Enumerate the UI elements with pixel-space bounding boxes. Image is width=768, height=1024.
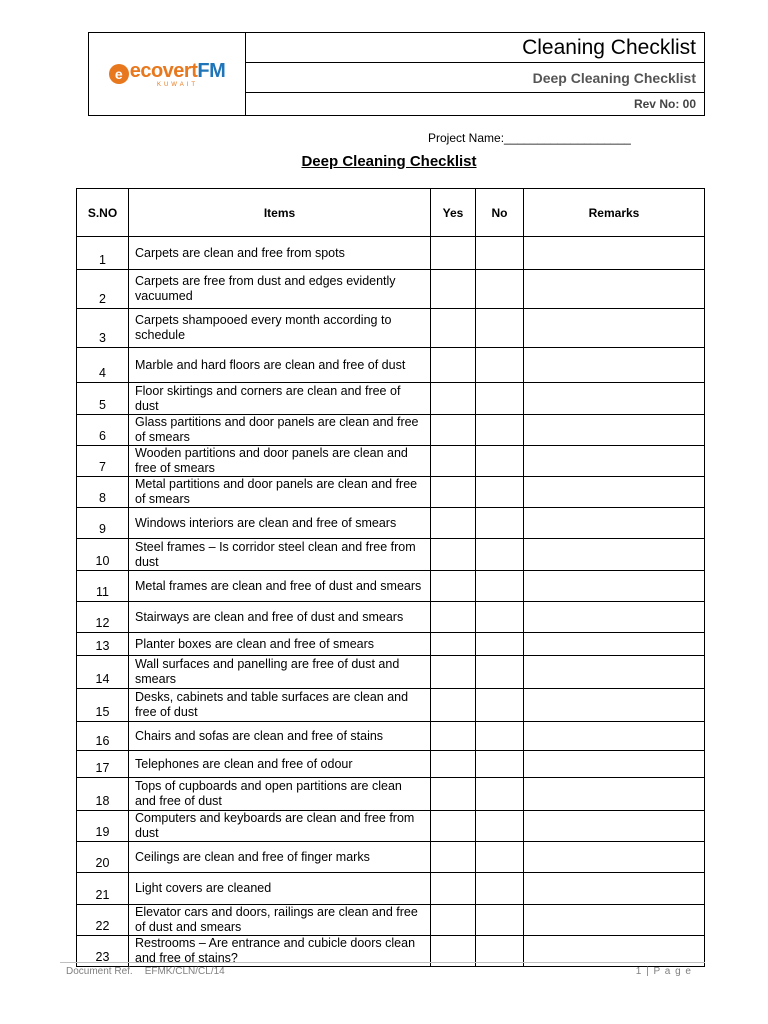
no-checkbox-cell[interactable]: [476, 309, 524, 348]
row-item: Windows interiors are clean and free of smears: [129, 508, 431, 539]
logo-word-primary: ecovert: [129, 59, 198, 82]
row-item: Marble and hard floors are clean and free of dust: [129, 348, 431, 383]
no-checkbox-cell[interactable]: [476, 446, 524, 477]
no-checkbox-cell[interactable]: [476, 751, 524, 778]
row-item: Restrooms – Are entrance and cubicle doors clean and free of stains?: [129, 936, 431, 967]
row-number: 4: [77, 348, 129, 383]
yes-checkbox-cell[interactable]: [431, 722, 476, 751]
table-row: [77, 446, 705, 477]
table-row: [77, 309, 705, 348]
row-item: Metal frames are clean and free of dust and smears: [129, 571, 431, 602]
table-row: [77, 477, 705, 508]
row-number: 11: [77, 571, 129, 602]
yes-checkbox-cell[interactable]: [431, 539, 476, 571]
row-number: 8: [77, 477, 129, 508]
row-item: Floor skirtings and corners are clean and free of dust: [129, 383, 431, 415]
no-checkbox-cell[interactable]: [476, 722, 524, 751]
row-item: Tops of cupboards and open partitions are clean and free of dust: [129, 778, 431, 811]
row-number: 12: [77, 602, 129, 633]
table-row: [77, 751, 705, 778]
row-number: 10: [77, 539, 129, 571]
row-number: 1: [77, 237, 129, 270]
no-checkbox-cell[interactable]: [476, 905, 524, 936]
table-row: [77, 383, 705, 415]
no-checkbox-cell[interactable]: [476, 477, 524, 508]
no-checkbox-cell[interactable]: [476, 508, 524, 539]
remarks-cell[interactable]: [524, 415, 705, 446]
table-row: [77, 689, 705, 722]
no-checkbox-cell[interactable]: [476, 811, 524, 842]
logo-cell: [89, 33, 246, 115]
row-number: 16: [77, 722, 129, 751]
remarks-cell[interactable]: [524, 689, 705, 722]
yes-checkbox-cell[interactable]: [431, 270, 476, 309]
no-checkbox-cell[interactable]: [476, 237, 524, 270]
document-ref-value: EFMK/CLN/CL/14: [144, 966, 225, 977]
table-row: [77, 633, 705, 656]
row-item: Planter boxes are clean and free of smears: [129, 633, 431, 656]
row-item: Light covers are cleaned: [129, 873, 431, 905]
table-header-row: [77, 189, 705, 237]
column-header-remarks: Remarks: [524, 189, 705, 237]
remarks-cell[interactable]: [524, 237, 705, 270]
yes-checkbox-cell[interactable]: [431, 571, 476, 602]
table-row: [77, 905, 705, 936]
document-title: Deep Cleaning Checklist: [301, 153, 477, 170]
remarks-cell[interactable]: [524, 905, 705, 936]
remarks-cell[interactable]: [524, 348, 705, 383]
remarks-cell[interactable]: [524, 842, 705, 873]
table-row: [77, 811, 705, 842]
row-number: 13: [77, 633, 129, 656]
column-header-yes: Yes: [431, 189, 476, 237]
remarks-cell[interactable]: [524, 873, 705, 905]
remarks-cell[interactable]: [524, 508, 705, 539]
row-number: 20: [77, 842, 129, 873]
yes-checkbox-cell[interactable]: [431, 842, 476, 873]
row-item: Wooden partitions and door panels are clean and free of smears: [129, 446, 431, 477]
yes-checkbox-cell[interactable]: [431, 383, 476, 415]
no-checkbox-cell[interactable]: [476, 602, 524, 633]
yes-checkbox-cell[interactable]: [431, 237, 476, 270]
no-checkbox-cell[interactable]: [476, 778, 524, 811]
remarks-cell[interactable]: [524, 446, 705, 477]
logo-subtext: KUWAIT: [156, 81, 199, 88]
row-item: Chairs and sofas are clean and free of stains: [129, 722, 431, 751]
yes-checkbox-cell[interactable]: [431, 689, 476, 722]
remarks-cell[interactable]: [524, 383, 705, 415]
company-logo: [109, 61, 226, 88]
remarks-cell[interactable]: [524, 722, 705, 751]
table-row: [77, 722, 705, 751]
row-number: 23: [77, 936, 129, 967]
row-number: 15: [77, 689, 129, 722]
no-checkbox-cell[interactable]: [476, 270, 524, 309]
table-row: [77, 508, 705, 539]
row-item: Desks, cabinets and table surfaces are clean and free of dust: [129, 689, 431, 722]
remarks-cell[interactable]: [524, 539, 705, 571]
no-checkbox-cell[interactable]: [476, 873, 524, 905]
no-checkbox-cell[interactable]: [476, 348, 524, 383]
yes-checkbox-cell[interactable]: [431, 633, 476, 656]
document-ref-label: Document Ref.: [66, 966, 133, 977]
row-item: Telephones are clean and free of odour: [129, 751, 431, 778]
row-item: Glass partitions and door panels are clean and free of smears: [129, 415, 431, 446]
revision-number: Rev No: 00: [633, 97, 696, 111]
table-row: [77, 348, 705, 383]
remarks-cell[interactable]: [524, 309, 705, 348]
table-row: [77, 270, 705, 309]
document-reference: [66, 966, 225, 977]
yes-checkbox-cell[interactable]: [431, 778, 476, 811]
yes-checkbox-cell[interactable]: [431, 751, 476, 778]
header-title: Cleaning Checklist: [246, 33, 704, 63]
title-cell: [246, 33, 704, 115]
row-item: Carpets shampooed every month according to schedule: [129, 309, 431, 348]
yes-checkbox-cell[interactable]: [431, 811, 476, 842]
row-item: Stairways are clean and free of dust and smears: [129, 602, 431, 633]
no-checkbox-cell[interactable]: [476, 571, 524, 602]
project-name-field: Project Name:___________________: [428, 131, 631, 145]
row-item: Ceilings are clean and free of finger marks: [129, 842, 431, 873]
yes-checkbox-cell[interactable]: [431, 446, 476, 477]
row-item: Metal partitions and door panels are clean and free of smears: [129, 477, 431, 508]
no-checkbox-cell[interactable]: [476, 383, 524, 415]
row-number: 3: [77, 309, 129, 348]
row-number: 22: [77, 905, 129, 936]
no-checkbox-cell[interactable]: [476, 842, 524, 873]
table-row: [77, 842, 705, 873]
yes-checkbox-cell[interactable]: [431, 656, 476, 689]
yes-checkbox-cell[interactable]: [431, 309, 476, 348]
table-row: [77, 602, 705, 633]
logo-word-secondary: FM: [197, 59, 226, 82]
row-number: 14: [77, 656, 129, 689]
column-header-sno: S.NO: [77, 189, 129, 237]
checklist-table: [76, 188, 705, 967]
row-number: 19: [77, 811, 129, 842]
row-number: 17: [77, 751, 129, 778]
row-item: Carpets are clean and free from spots: [129, 237, 431, 270]
remarks-cell[interactable]: [524, 811, 705, 842]
footer-divider: [60, 962, 705, 963]
row-number: 18: [77, 778, 129, 811]
table-row: [77, 237, 705, 270]
row-item: Wall surfaces and panelling are free of dust and smears: [129, 656, 431, 689]
table-row: [77, 539, 705, 571]
row-number: 21: [77, 873, 129, 905]
row-item: Steel frames – Is corridor steel clean and free from dust: [129, 539, 431, 571]
row-number: 9: [77, 508, 129, 539]
yes-checkbox-cell[interactable]: [431, 905, 476, 936]
remarks-cell[interactable]: [524, 656, 705, 689]
page-number: 1 | P a g e: [635, 966, 692, 977]
row-item: Computers and keyboards are clean and free from dust: [129, 811, 431, 842]
yes-checkbox-cell[interactable]: [431, 602, 476, 633]
yes-checkbox-cell[interactable]: [431, 508, 476, 539]
table-row: [77, 415, 705, 446]
remarks-cell[interactable]: [524, 778, 705, 811]
no-checkbox-cell[interactable]: [476, 415, 524, 446]
row-item: Carpets are free from dust and edges evidently vacuumed: [129, 270, 431, 309]
header-subtitle: Deep Cleaning Checklist: [246, 63, 704, 93]
column-header-items: Items: [129, 189, 431, 237]
remarks-cell[interactable]: [524, 751, 705, 778]
row-number: 5: [77, 383, 129, 415]
logo-mark-icon: e: [109, 64, 129, 84]
table-row: [77, 571, 705, 602]
yes-checkbox-cell[interactable]: [431, 348, 476, 383]
yes-checkbox-cell[interactable]: [431, 873, 476, 905]
row-number: 6: [77, 415, 129, 446]
column-header-no: No: [476, 189, 524, 237]
yes-checkbox-cell[interactable]: [431, 477, 476, 508]
no-checkbox-cell[interactable]: [476, 689, 524, 722]
row-number: 2: [77, 270, 129, 309]
no-checkbox-cell[interactable]: [476, 656, 524, 689]
no-checkbox-cell[interactable]: [476, 539, 524, 571]
table-row: [77, 656, 705, 689]
yes-checkbox-cell[interactable]: [431, 415, 476, 446]
no-checkbox-cell[interactable]: [476, 633, 524, 656]
remarks-cell[interactable]: [524, 571, 705, 602]
remarks-cell[interactable]: [524, 633, 705, 656]
remarks-cell[interactable]: [524, 477, 705, 508]
row-number: 7: [77, 446, 129, 477]
table-row: [77, 873, 705, 905]
remarks-cell[interactable]: [524, 270, 705, 309]
remarks-cell[interactable]: [524, 602, 705, 633]
table-row: [77, 778, 705, 811]
row-item: Elevator cars and doors, railings are clean and free of dust and smears: [129, 905, 431, 936]
document-header: [88, 32, 705, 116]
